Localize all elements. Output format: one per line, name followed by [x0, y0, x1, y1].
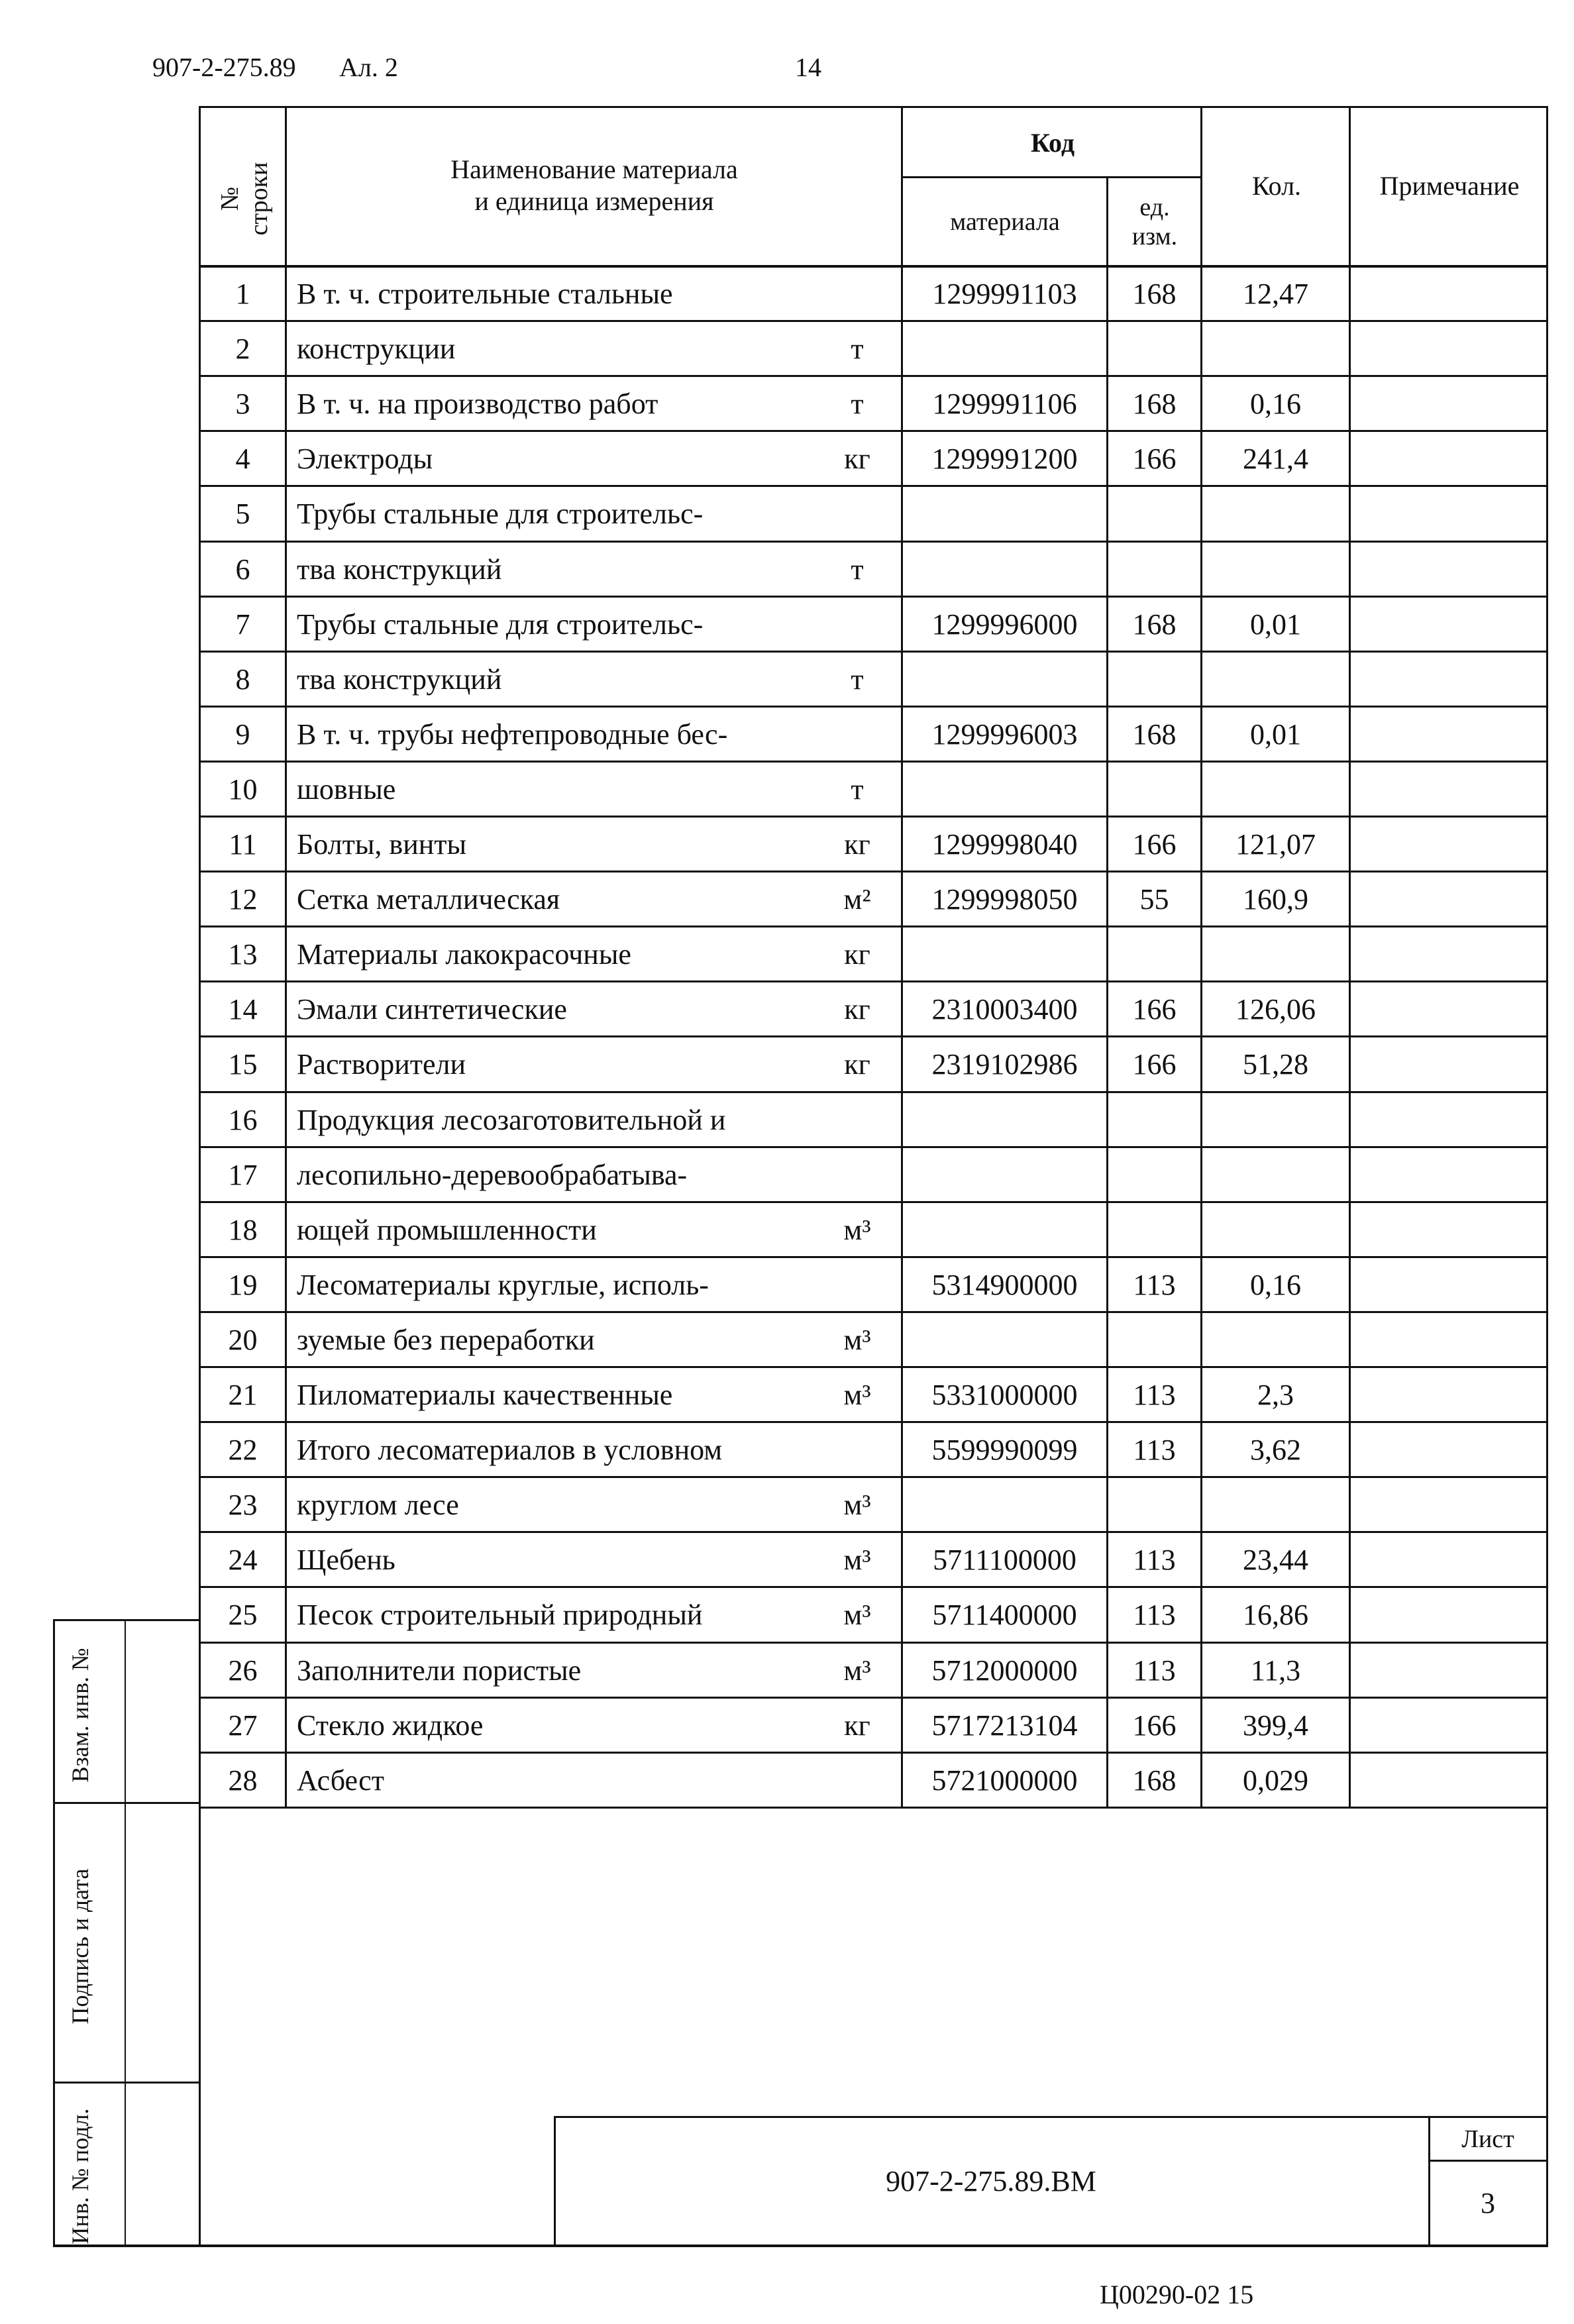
unit-code-cell: [1108, 763, 1200, 816]
material-code-cell: 1299991200: [931, 442, 1078, 475]
note-cell: [1351, 653, 1546, 706]
note-cell: [1351, 432, 1546, 485]
row-number-cell: 15: [228, 1047, 258, 1081]
note-cell: [1351, 1533, 1546, 1586]
note-cell: [1351, 818, 1546, 871]
row-number-cell: 22: [228, 1433, 258, 1466]
unit-code-cell: 55: [1139, 882, 1169, 916]
row-number-cell: 3: [235, 387, 250, 420]
material-code-cell: [903, 487, 1106, 540]
grid-line: [199, 2245, 1548, 2247]
row-number-cell: 16: [228, 1103, 258, 1136]
quantity-cell: 241,4: [1243, 442, 1308, 475]
sheet-number-text: 3: [1481, 2186, 1495, 2219]
quantity-cell: [1202, 322, 1349, 375]
unit-cell: т: [851, 772, 864, 806]
quantity-cell: 0,029: [1243, 1764, 1308, 1797]
row-number-cell: 12: [228, 882, 258, 916]
note-cell: [1351, 1313, 1546, 1366]
note-cell: [1351, 708, 1546, 761]
note-cell: [1351, 487, 1546, 540]
unit-code-cell: [1108, 1148, 1200, 1201]
header-code-unit: [1108, 179, 1202, 265]
row-number-cell: 13: [228, 937, 258, 971]
material-name-cell: круглом лесе: [297, 1488, 459, 1521]
unit-cell: м³: [843, 1654, 871, 1687]
quantity-cell: 160,9: [1243, 882, 1308, 916]
material-name-cell: Трубы стальные для строительс-: [297, 607, 704, 641]
grid-line: [53, 1619, 55, 2246]
document-code: 907-2-275.89: [152, 52, 296, 82]
header-name-text: Наименование материала и единица измерения: [450, 154, 738, 216]
row-number-cell: 21: [228, 1378, 258, 1411]
stamp-podpis-label: Подпись и дата: [67, 1868, 93, 2025]
row-number-cell: 24: [228, 1543, 258, 1576]
unit-code-cell: 166: [1132, 827, 1177, 861]
row-number-cell: 20: [228, 1323, 258, 1356]
header-code-group: [902, 113, 1203, 172]
material-name-cell: зуемые без переработки: [297, 1323, 595, 1356]
note-cell: [1351, 1754, 1546, 1807]
unit-cell: т: [851, 387, 864, 420]
unit-cell: м³: [843, 1543, 871, 1576]
row-number-cell: 19: [228, 1268, 258, 1301]
quantity-cell: 3,62: [1250, 1433, 1301, 1466]
material-code-cell: 5314900000: [931, 1268, 1078, 1301]
unit-code-cell: [1108, 543, 1200, 596]
unit-code-cell: 113: [1133, 1598, 1176, 1631]
material-name-cell: Материалы лакокрасочные: [297, 937, 631, 971]
row-number-cell: 4: [235, 442, 250, 475]
sheet-number: [1430, 2161, 1546, 2245]
unit-code-cell: 168: [1132, 1764, 1177, 1797]
unit-code-cell: [1108, 322, 1200, 375]
unit-code-cell: [1108, 487, 1200, 540]
quantity-cell: [1202, 763, 1349, 816]
grid-line: [199, 1807, 1546, 1809]
quantity-cell: 16,86: [1243, 1598, 1308, 1631]
unit-cell: [815, 1148, 900, 1201]
unit-cell: [815, 598, 900, 651]
row-number-cell: 25: [228, 1598, 258, 1631]
material-name-cell: лесопильно-деревообрабатыва-: [297, 1158, 688, 1191]
unit-code-cell: 166: [1132, 442, 1177, 475]
material-name-cell: Стекло жидкое: [297, 1709, 484, 1742]
material-name-cell: Лесоматериалы круглые, исполь-: [297, 1268, 709, 1301]
material-code-cell: 5712000000: [931, 1654, 1078, 1687]
quantity-cell: 12,47: [1243, 277, 1308, 310]
quantity-cell: [1202, 1148, 1349, 1201]
header-code-group-text: Код: [1030, 127, 1075, 158]
unit-cell: м³: [843, 1213, 871, 1246]
note-cell: [1351, 1588, 1546, 1641]
unit-code-cell: [1108, 927, 1200, 980]
header-name: [286, 109, 902, 262]
unit-code-cell: 113: [1133, 1433, 1176, 1466]
note-cell: [1351, 1478, 1546, 1531]
note-cell: [1351, 1423, 1546, 1476]
row-number-cell: 11: [229, 827, 257, 861]
material-code-cell: 1299998040: [931, 827, 1078, 861]
unit-code-cell: 168: [1132, 277, 1177, 310]
material-code-cell: 2319102986: [931, 1047, 1078, 1081]
title-designation: [554, 2117, 1428, 2245]
unit-code-cell: 166: [1132, 1709, 1177, 1742]
unit-cell: [815, 1093, 900, 1146]
stamp-vzam-label: Взам. инв. №: [67, 1648, 93, 1783]
unit-code-cell: [1108, 1093, 1200, 1146]
note-cell: [1351, 1699, 1546, 1752]
material-name-cell: В т. ч. трубы нефтепроводные бес-: [297, 717, 728, 751]
material-name-cell: Растворители: [297, 1047, 466, 1081]
quantity-cell: [1202, 1093, 1349, 1146]
unit-cell: [815, 708, 900, 761]
note-cell: [1351, 598, 1546, 651]
grid-line: [199, 1807, 201, 2246]
material-name-cell: Заполнители пористые: [297, 1654, 582, 1687]
row-number-cell: 5: [235, 497, 250, 530]
row-number-cell: 9: [235, 717, 250, 751]
material-name-cell: Песок строительный природный: [297, 1598, 703, 1631]
material-code-cell: 1299996003: [931, 717, 1078, 751]
sheet-label-text: Лист: [1461, 2125, 1514, 2153]
unit-cell: [815, 1423, 900, 1476]
row-number-cell: 2: [235, 332, 250, 365]
material-code-cell: [903, 1093, 1106, 1146]
header-row-number-text: № строки: [216, 162, 273, 236]
unit-cell: кг: [844, 827, 870, 861]
unit-cell: т: [851, 332, 864, 365]
note-cell: [1351, 1258, 1546, 1311]
unit-code-cell: [1108, 653, 1200, 706]
unit-code-cell: 113: [1133, 1543, 1176, 1576]
row-number-cell: 10: [228, 772, 258, 806]
quantity-cell: [1202, 1478, 1349, 1531]
unit-code-cell: 113: [1133, 1654, 1176, 1687]
header-qty: [1203, 109, 1350, 262]
material-code-cell: 1299991103: [932, 277, 1077, 310]
material-code-cell: [903, 927, 1106, 980]
unit-code-cell: 113: [1133, 1378, 1176, 1411]
material-code-cell: 1299996000: [931, 607, 1078, 641]
unit-code-cell: 166: [1132, 992, 1177, 1026]
quantity-cell: [1202, 927, 1349, 980]
note-cell: [1351, 543, 1546, 596]
header-note: [1350, 109, 1549, 262]
unit-cell: кг: [844, 1709, 870, 1742]
album-label: Ал. 2: [339, 52, 398, 82]
note-cell: [1351, 377, 1546, 430]
material-name-cell: ющей промышленности: [297, 1213, 597, 1246]
unit-cell: [815, 267, 900, 320]
row-number-cell: 26: [228, 1654, 258, 1687]
unit-cell: м³: [843, 1323, 871, 1356]
unit-cell: м²: [843, 882, 871, 916]
quantity-cell: [1202, 543, 1349, 596]
material-code-cell: 5721000000: [931, 1764, 1078, 1797]
material-name-cell: Электроды: [297, 442, 433, 475]
header-row-number: [215, 132, 275, 265]
material-name-cell: Болты, винты: [297, 827, 467, 861]
header-code-material-text: материала: [950, 208, 1060, 236]
note-cell: [1351, 763, 1546, 816]
sheet-label: [1430, 2117, 1546, 2161]
material-name-cell: конструкции: [297, 332, 456, 365]
material-name-cell: тва конструкций: [297, 662, 502, 696]
note-cell: [1351, 1037, 1546, 1090]
page-number: 14: [795, 52, 821, 82]
quantity-cell: 11,3: [1250, 1654, 1301, 1687]
unit-cell: [815, 1258, 900, 1311]
material-name-cell: Эмали синтетические: [297, 992, 567, 1026]
row-number-cell: 8: [235, 662, 250, 696]
row-number-cell: 1: [235, 277, 250, 310]
unit-code-cell: [1108, 1478, 1200, 1531]
unit-cell: [815, 1754, 900, 1807]
material-code-cell: 5711400000: [932, 1598, 1077, 1631]
note-cell: [1351, 1644, 1546, 1697]
note-cell: [1351, 982, 1546, 1035]
material-code-cell: 2310003400: [931, 992, 1078, 1026]
grid-line: [1546, 106, 1548, 2246]
grid-line: [901, 176, 1200, 178]
quantity-cell: 0,16: [1250, 1268, 1301, 1301]
unit-code-cell: [1108, 1203, 1200, 1256]
row-number-cell: 7: [235, 607, 250, 641]
material-code-cell: [903, 653, 1106, 706]
row-number-cell: 6: [235, 553, 250, 586]
note-cell: [1351, 927, 1546, 980]
unit-code-cell: 168: [1132, 607, 1177, 641]
quantity-cell: 399,4: [1243, 1709, 1308, 1742]
quantity-cell: 126,06: [1235, 992, 1316, 1026]
unit-code-cell: [1108, 1313, 1200, 1366]
material-code-cell: [903, 543, 1106, 596]
material-code-cell: [903, 763, 1106, 816]
material-code-cell: 5331000000: [931, 1378, 1078, 1411]
material-name-cell: шовные: [297, 772, 396, 806]
header-code-material: [902, 179, 1108, 265]
material-code-cell: 5599990099: [931, 1433, 1078, 1466]
material-code-cell: 1299998050: [931, 882, 1078, 916]
unit-cell: кг: [844, 992, 870, 1026]
unit-code-cell: 166: [1132, 1047, 1177, 1081]
note-cell: [1351, 1093, 1546, 1146]
quantity-cell: 0,01: [1250, 717, 1301, 751]
unit-cell: м³: [843, 1488, 871, 1521]
quantity-cell: [1202, 1313, 1349, 1366]
quantity-cell: 51,28: [1243, 1047, 1308, 1081]
material-name-cell: Итого лесоматериалов в условном: [297, 1433, 723, 1466]
note-cell: [1351, 322, 1546, 375]
material-code-cell: [903, 1148, 1106, 1201]
note-cell: [1351, 1368, 1546, 1421]
material-name-cell: Асбест: [297, 1764, 384, 1797]
unit-cell: т: [851, 553, 864, 586]
quantity-cell: [1202, 1203, 1349, 1256]
unit-cell: м³: [843, 1378, 871, 1411]
material-code-cell: [903, 1313, 1106, 1366]
print-code: Ц00290-02 15: [1100, 2280, 1254, 2309]
material-code-cell: 5717213104: [931, 1709, 1078, 1742]
quantity-cell: 2,3: [1257, 1378, 1294, 1411]
unit-cell: м³: [843, 1598, 871, 1631]
material-name-cell: Сетка металлическая: [297, 882, 560, 916]
unit-code-cell: 113: [1133, 1268, 1176, 1301]
row-number-cell: 14: [228, 992, 258, 1026]
material-name-cell: В т. ч. на производство работ: [297, 387, 658, 420]
material-code-cell: 5711100000: [933, 1543, 1076, 1576]
grid-line: [199, 106, 1546, 108]
quantity-cell: 121,07: [1235, 827, 1316, 861]
row-number-cell: 17: [228, 1158, 258, 1191]
quantity-cell: [1202, 653, 1349, 706]
quantity-cell: 0,01: [1250, 607, 1301, 641]
note-cell: [1351, 1148, 1546, 1201]
unit-cell: т: [851, 662, 864, 696]
row-number-cell: 27: [228, 1709, 258, 1742]
quantity-cell: 23,44: [1243, 1543, 1308, 1576]
header-code-unit-text: ед. изм.: [1131, 193, 1178, 250]
material-name-cell: Трубы стальные для строительс-: [297, 497, 704, 530]
note-cell: [1351, 267, 1546, 320]
stamp-inv-label: Инв. № подл.: [67, 2108, 93, 2245]
quantity-cell: [1202, 487, 1349, 540]
material-code-cell: [903, 1478, 1106, 1531]
material-name-cell: Пиломатериалы качественные: [297, 1378, 673, 1411]
unit-cell: [815, 487, 900, 540]
material-name-cell: тва конструкций: [297, 553, 502, 586]
material-code-cell: [903, 322, 1106, 375]
unit-cell: кг: [844, 1047, 870, 1081]
note-cell: [1351, 872, 1546, 925]
unit-code-cell: 168: [1132, 387, 1177, 420]
header-note-text: Примечание: [1379, 170, 1520, 201]
title-designation-text: 907-2-275.89.ВМ: [886, 2164, 1096, 2197]
material-code-cell: [903, 1203, 1106, 1256]
unit-cell: кг: [844, 937, 870, 971]
unit-code-cell: 168: [1132, 717, 1177, 751]
header-qty-text: Кол.: [1251, 170, 1302, 201]
material-name-cell: В т. ч. строительные стальные: [297, 277, 673, 310]
material-name-cell: Щебень: [297, 1543, 395, 1576]
quantity-cell: 0,16: [1250, 387, 1301, 420]
material-name-cell: Продукция лесозаготовительной и: [297, 1103, 726, 1136]
note-cell: [1351, 1203, 1546, 1256]
grid-line: [125, 1619, 126, 2246]
row-number-cell: 23: [228, 1488, 258, 1521]
row-number-cell: 18: [228, 1213, 258, 1246]
material-code-cell: 1299991106: [932, 387, 1077, 420]
grid-line: [285, 106, 287, 1809]
unit-cell: кг: [844, 442, 870, 475]
row-number-cell: 28: [228, 1764, 258, 1797]
